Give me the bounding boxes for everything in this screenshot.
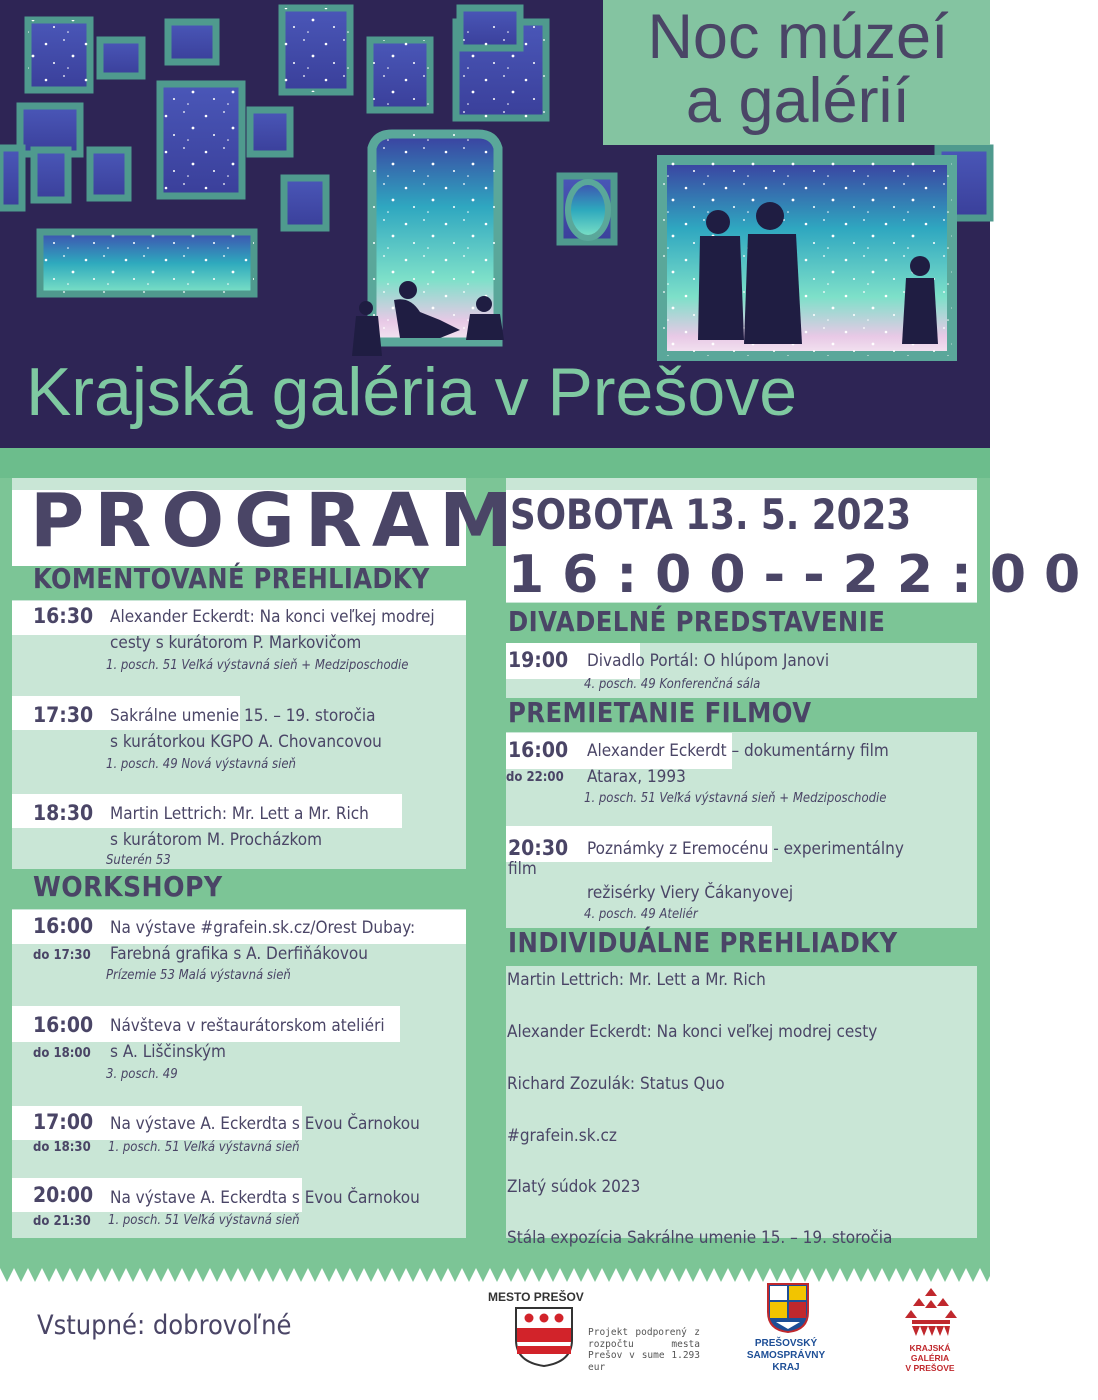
event-title: Sakrálne umenie 15. – 19. storočia bbox=[110, 706, 376, 726]
event-location: 4. posch. 49 Ateliér bbox=[584, 907, 698, 922]
event-time: 17:30 bbox=[33, 703, 94, 727]
top-band bbox=[0, 448, 990, 478]
films-heading: PREMIETANIE FILMOV bbox=[508, 696, 812, 729]
event-location: Prízemie 53 Malá výstavná sieň bbox=[106, 968, 291, 983]
event-title: Alexander Eckerdt – dokumentárny film bbox=[587, 741, 889, 761]
region-name-line2: SAMOSPRÁVNY bbox=[746, 1350, 826, 1361]
kg-name-line1: KRAJSKÁ bbox=[909, 1343, 951, 1353]
individual-heading: INDIVIDUÁLNE PREHLIADKY bbox=[508, 926, 898, 959]
event-time: 16:30 bbox=[33, 604, 94, 628]
event-location: 1. posch. 51 Veľká výstavná sieň + Medziposchodie bbox=[584, 791, 887, 806]
event-title: s kurátorkou KGPO A. Chovancovou bbox=[110, 732, 382, 752]
city-name: MESTO PREŠOV bbox=[488, 1290, 584, 1304]
event-title: Na výstave A. Eckerdta s Evou Čarnokou bbox=[110, 1114, 420, 1134]
event-title: Atarax, 1993 bbox=[587, 767, 686, 787]
event-time: 18:30 bbox=[33, 801, 94, 825]
event-date: SOBOTA 13. 5. 2023 bbox=[510, 490, 912, 539]
individual-item: Zlatý súdok 2023 bbox=[507, 1177, 641, 1197]
krajska-galeria-logo-icon bbox=[906, 1286, 956, 1340]
event-location: Suterén 53 bbox=[106, 853, 171, 868]
event-title: Návšteva v reštaurátorskom ateliéri bbox=[110, 1016, 385, 1036]
event-until: do 22:00 bbox=[506, 770, 564, 785]
region-name-line3: KRAJ bbox=[772, 1362, 800, 1373]
event-location: 1. posch. 49 Nová výstavná sieň bbox=[106, 757, 296, 772]
event-title: s A. Liščinským bbox=[110, 1042, 226, 1062]
tours-heading: KOMENTOVANÉ PREHLIADKY bbox=[33, 562, 430, 595]
zigzag-border bbox=[0, 1262, 990, 1284]
event-title: film bbox=[508, 859, 537, 879]
event-title-line1: Noc múzeí bbox=[647, 2, 949, 72]
event-until: do 21:30 bbox=[33, 1214, 91, 1229]
program-heading: PROGRAM bbox=[30, 478, 523, 564]
gallery-name: Krajská galéria v Prešove bbox=[26, 354, 798, 430]
region-name-line1: PREŠOVSKÝ bbox=[754, 1338, 818, 1349]
event-title: Alexander Eckerdt: Na konci veľkej modrej bbox=[110, 607, 435, 627]
event-title: Na výstave #grafein.sk.cz/Orest Dubay: bbox=[110, 918, 416, 938]
individual-item: Richard Zozulák: Status Quo bbox=[507, 1074, 725, 1094]
individual-item: Stála expozícia Sakrálne umenie 15. – 19. storočia bbox=[507, 1228, 893, 1248]
event-time: 16:00 bbox=[33, 914, 94, 938]
center-stripe bbox=[466, 478, 506, 1268]
individual-item: Alexander Eckerdt: Na konci veľkej modrej cesty bbox=[507, 1022, 878, 1042]
presov-city-shield-icon bbox=[514, 1306, 574, 1368]
event-location: 4. posch. 49 Konferenčná sála bbox=[584, 677, 761, 692]
event-title: režisérky Viery Čákanyovej bbox=[587, 883, 794, 903]
event-time-range: 16:00--22:00 bbox=[508, 545, 1098, 605]
event-until: do 17:30 bbox=[33, 948, 91, 963]
entry-fee: Vstupné: dobrovoľné bbox=[37, 1310, 292, 1341]
event-until: do 18:30 bbox=[33, 1140, 91, 1155]
event-time: 20:00 bbox=[33, 1183, 94, 1207]
event-title: s kurátorom M. Procházkom bbox=[110, 830, 322, 850]
event-title: Martin Lettrich: Mr. Lett a Mr. Rich bbox=[110, 804, 369, 824]
event-title: Na výstave A. Eckerdta s Evou Čarnokou bbox=[110, 1188, 420, 1208]
theatre-heading: DIVADELNÉ PREDSTAVENIE bbox=[508, 605, 886, 638]
event-location: 1. posch. 51 Veľká výstavná sieň bbox=[108, 1140, 300, 1155]
krajska-galeria-name bbox=[895, 1343, 965, 1373]
region-name bbox=[736, 1338, 836, 1374]
event-title-line2: a galérií bbox=[685, 66, 911, 136]
kg-name-line2: GALÉRIA bbox=[910, 1353, 950, 1363]
event-location: 3. posch. 49 bbox=[106, 1067, 178, 1082]
event-location: 1. posch. 51 Veľká výstavná sieň + Medziposchodie bbox=[106, 658, 409, 673]
event-until: do 18:00 bbox=[33, 1046, 91, 1061]
workshops-heading: WORKSHOPY bbox=[33, 870, 223, 903]
event-time: 16:00 bbox=[33, 1013, 94, 1037]
event-time: 16:00 bbox=[508, 738, 569, 762]
event-time: 19:00 bbox=[508, 648, 569, 672]
event-title: Poznámky z Eremocénu - experimentálny bbox=[587, 839, 904, 859]
event-time: 20:30 bbox=[508, 836, 569, 860]
kg-name-line3: V PREŠOVE bbox=[905, 1363, 955, 1373]
event-location: 1. posch. 51 Veľká výstavná sieň bbox=[108, 1213, 300, 1228]
event-title: Divadlo Portál: O hlúpom Janovi bbox=[587, 651, 830, 671]
individual-item: #grafein.sk.cz bbox=[507, 1126, 617, 1146]
funding-note: Projekt podporený z rozpočtu mesta Prešov v sume 1.293 eur bbox=[588, 1327, 700, 1373]
event-title: cesty s kurátorom P. Markovičom bbox=[110, 633, 362, 653]
event-title: Farebná grafika s A. Derfiňákovou bbox=[110, 944, 368, 964]
presov-region-coat-of-arms-icon bbox=[766, 1282, 810, 1334]
individual-item: Martin Lettrich: Mr. Lett a Mr. Rich bbox=[507, 970, 766, 990]
event-time: 17:00 bbox=[33, 1110, 94, 1134]
